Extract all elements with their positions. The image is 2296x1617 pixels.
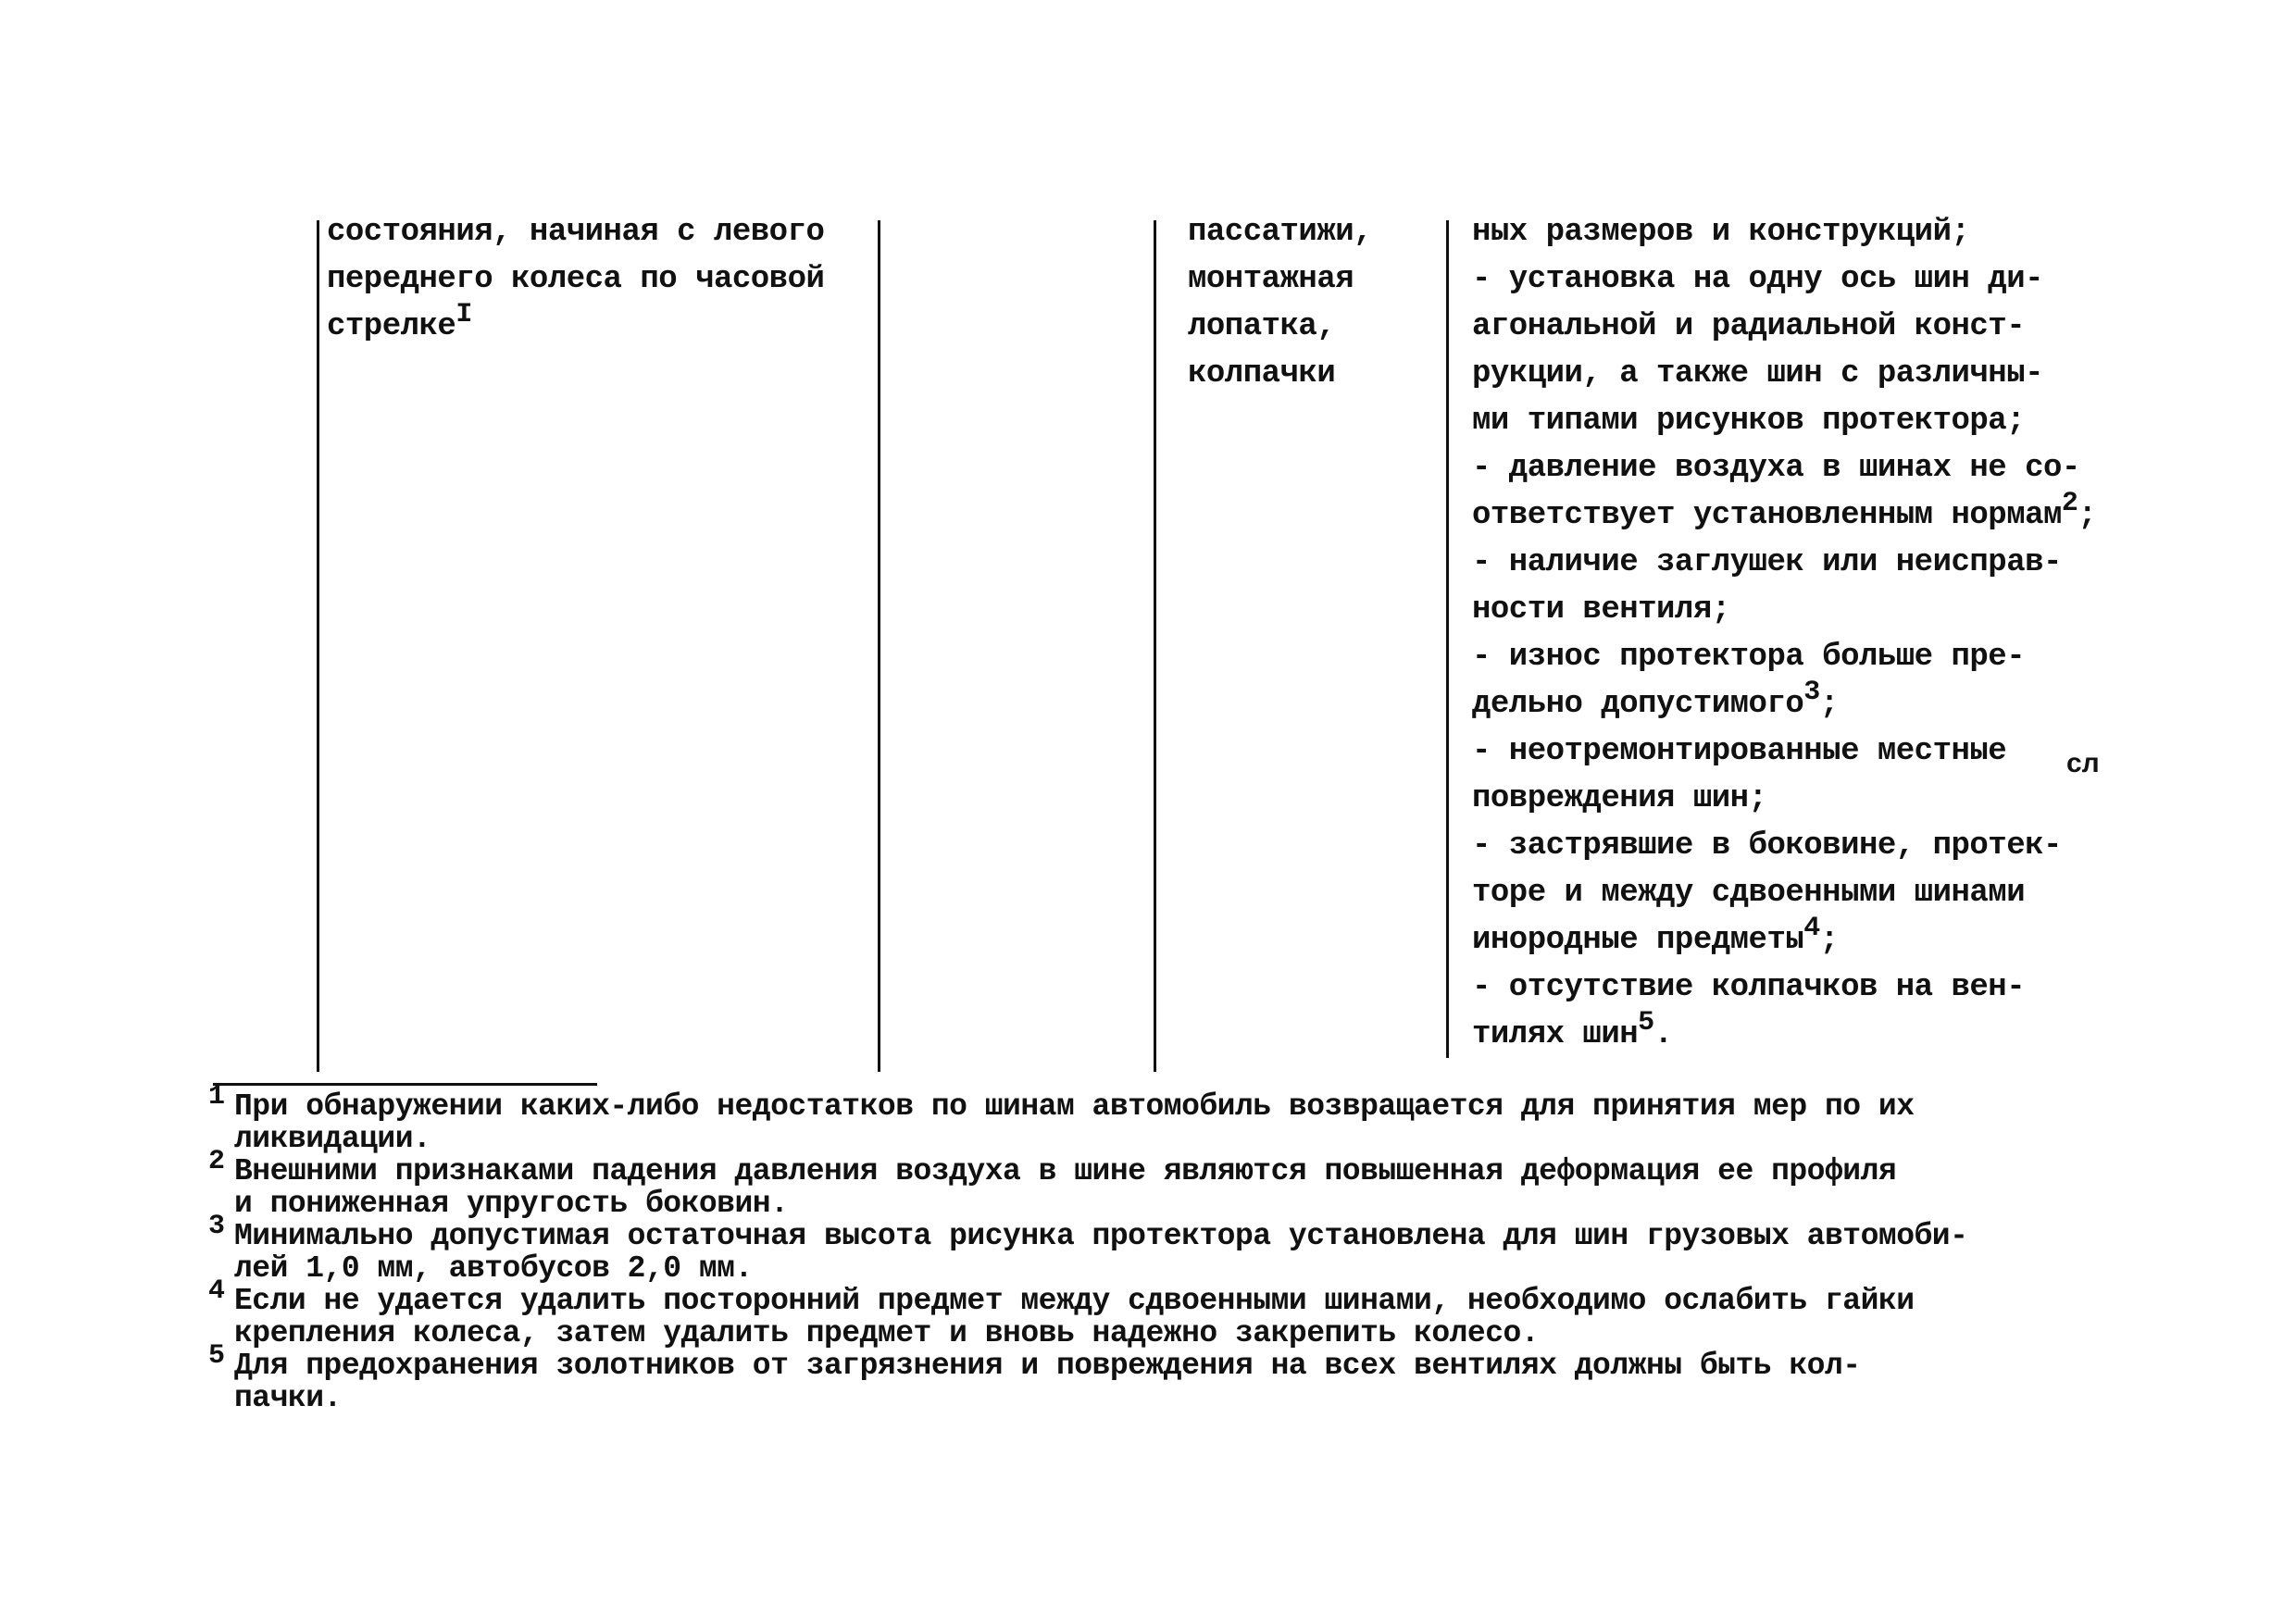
cell-line: - неотремонтированные местные <box>1472 734 2007 769</box>
footnote-number: 4 <box>208 1275 225 1307</box>
cell-line: лопатка, <box>1188 309 1336 344</box>
footnote-text: Внешними признаками падения давления воздуха в шине являются повышенная деформация ее профиля <box>234 1154 1897 1188</box>
cell-line: торе и между сдвоенными шинами <box>1472 876 2026 911</box>
footnote-number: 5 <box>208 1340 225 1372</box>
footnote-text: лей 1,0 мм, автобусов 2,0 мм. <box>234 1251 753 1286</box>
footnote-ref: I <box>455 299 472 330</box>
cell-line: - установка на одну ось шин ди- <box>1472 262 2044 297</box>
cell-line: повреждения шин; <box>1472 781 1767 816</box>
cell-line: ответствует установленным нормам <box>1472 498 2062 533</box>
footnote-text: пачки. <box>234 1381 342 1415</box>
line-punctuation: ; <box>1819 923 1839 958</box>
cell-line: - наличие заглушек или неисправ- <box>1472 545 2062 580</box>
footnote-text: и пониженная упругость боковин. <box>234 1187 789 1221</box>
cell-line: переднего колеса по часовой <box>327 262 825 297</box>
table-rule-3 <box>1154 220 1156 1072</box>
footnote-text: При обнаружении каких-либо недостатков по шинам автомобиль возвращается для принятия мер по их <box>234 1089 1915 1124</box>
footnote-text: крепления колеса, затем удалить предмет и вновь надежно закрепить колесо. <box>234 1316 1540 1350</box>
cell-line: - давление воздуха в шинах не со- <box>1472 451 2080 486</box>
cell-line: тилях шин <box>1472 1017 1639 1052</box>
footnote-separator <box>213 1083 597 1086</box>
footnote-number: 1 <box>208 1081 225 1113</box>
footnote-item <box>208 1275 2152 1350</box>
line-punctuation: . <box>1653 1017 1673 1052</box>
cell-line: - износ протектора больше пре- <box>1472 640 2026 675</box>
line-punctuation: ; <box>2078 498 2097 533</box>
cell-line: колпачки <box>1188 356 1336 392</box>
cell-line: пассатижи, <box>1188 215 1373 250</box>
cell-line: агональной и радиальной конст- <box>1472 309 2026 344</box>
footnote-item <box>208 1211 2152 1286</box>
cell-line: дельно допустимого <box>1472 687 1804 722</box>
footnotes <box>208 1081 2152 1415</box>
footnote-ref: 2 <box>2061 488 2078 519</box>
table-rule-1 <box>317 220 319 1072</box>
cell-line: ных размеров и конструкций; <box>1472 215 1970 250</box>
footnote-number: 2 <box>208 1146 225 1177</box>
line-punctuation: ; <box>1819 687 1839 722</box>
footnote-text: Минимально допустимая остаточная высота рисунка протектора установлена для шин грузовых автомоби- <box>234 1219 1968 1253</box>
page-stamp: сл <box>2066 748 2100 778</box>
cell-line: стрелке <box>327 309 456 344</box>
cell-line: - застрявшие в боковине, протек- <box>1472 828 2062 864</box>
footnote-ref: 5 <box>1638 1007 1654 1039</box>
footnote-number: 3 <box>208 1211 225 1242</box>
footnote-ref: 3 <box>1803 677 1820 708</box>
cell-line: ности вентиля; <box>1472 592 1730 628</box>
cell-line: рукции, а также шин с различны- <box>1472 356 2044 392</box>
table-rule-2 <box>878 220 880 1072</box>
footnote-text: ликвидации. <box>234 1122 431 1156</box>
footnote-text: Если не удается удалить посторонний предмет между сдвоенными шинами, необходимо ослабить гайки <box>234 1284 1915 1318</box>
table-rule-4 <box>1446 220 1449 1058</box>
footnote-item <box>208 1340 2152 1415</box>
footnote-item <box>208 1081 2152 1156</box>
cell-line: монтажная <box>1188 262 1354 297</box>
footnote-item <box>208 1146 2152 1221</box>
footnote-text: Для предохранения золотников от загрязнения и повреждения на всех вентилях должны быть кол- <box>234 1349 1861 1383</box>
cell-line: состояния, начиная с левого <box>327 215 825 250</box>
table-cell-tools <box>1188 209 1372 398</box>
table-cell-defects <box>1472 209 2096 1059</box>
table-cell-procedure <box>327 209 824 351</box>
footnote-ref: 4 <box>1803 913 1820 944</box>
cell-line: - отсутствие колпачков на вен- <box>1472 970 2026 1005</box>
cell-line: ми типами рисунков протектора; <box>1472 404 2026 439</box>
cell-line: инородные предметы <box>1472 923 1804 958</box>
